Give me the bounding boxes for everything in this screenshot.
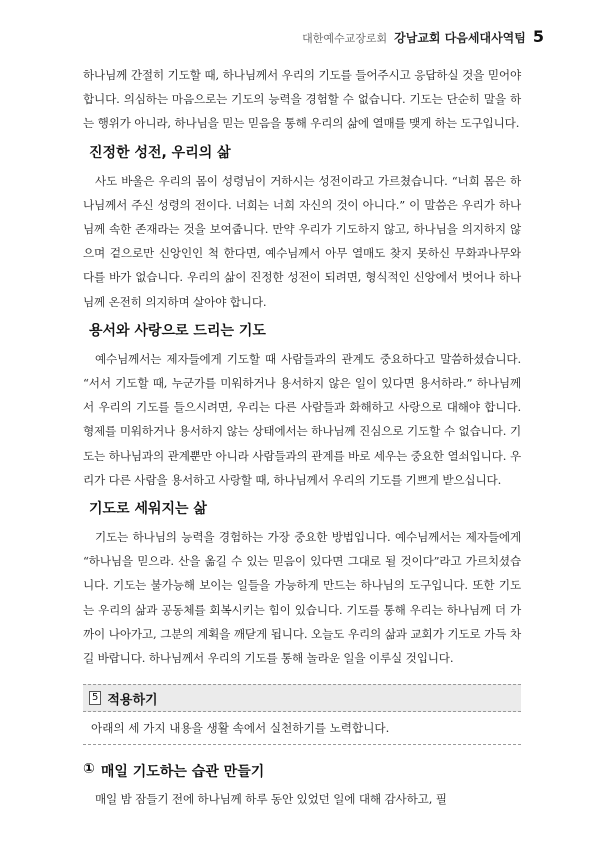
header-dept: 강남교회 다음세대사역팀 xyxy=(394,31,526,45)
section-heading-prayer-life: 기도로 세워지는 삶 xyxy=(89,501,207,518)
item-heading-daily-prayer xyxy=(83,761,521,781)
apply-intro: 아래의 세 가지 내용을 생활 속에서 실천하기를 노력합니다. xyxy=(83,718,521,745)
header-org: 대한예수교장로회 xyxy=(302,32,388,45)
section-heading-forgiveness: 용서와 사랑으로 드리는 기도 xyxy=(89,322,266,339)
apply-section-header xyxy=(83,684,521,712)
page-number: 5 xyxy=(532,27,544,46)
apply-section-title: 적용하기 xyxy=(107,692,158,708)
section-body-forgiveness: 예수님께서는 제자들에게 기도할 때 사람들과의 관계도 중요하다고 말씀하셨습니다. “서서 기도할 때, 누군가를 미워하거나 용서하지 않은 일이 있다면 용서하라.” 하나님께서 우리의 기도를 들으시려면, 우리는 다른 사람들과 화해하고 사랑으로 대해야 합니다. 형제를 미워하거나 용서하지 않는 상태에서는 하나님께 진심으로 기도할 수 없습니다. 기도는 하나님과의 관계뿐만 아니라 사람들과의 관계를 바로 세우는 중요한 열쇠입니다. 우리가 다른 사람을 용서하고 사랑할 때, 하나님께서 우리의 기도를 기쁘게 받으십니다. xyxy=(83,351,521,487)
item-body-daily-prayer: 매일 밤 잠들기 전에 하나님께 하루 동안 있었던 일에 대해 감사하고, 필 xyxy=(95,792,447,807)
page-header xyxy=(302,27,544,46)
apply-section-number: 5 xyxy=(89,691,101,705)
section-heading-temple: 진정한 성전, 우리의 삶 xyxy=(89,144,231,161)
section-body-temple: 사도 바울은 우리의 몸이 성령님이 거하시는 성전이라고 가르쳤습니다. “너희 몸은 하나님께서 주신 성령의 전이다. 너희는 너희 자신의 것이 아니다.” 이 말씀은 우리가 하나님께 속한 존재라는 것을 보여줍니다. 만약 우리가 기도하지 않고, 하나님을 의지하지 않으며 겉으로만 신앙인인 척 한다면, 예수님께서 아무 열매도 찾지 못하신 무화과나무와 다를 바가 없습니다. 우리의 삶이 진정한 성전이 되려면, 형식적인 신앙에서 벗어나 하나님께 온전히 의지하며 살아야 합니다. xyxy=(83,173,521,309)
item-marker: ① xyxy=(83,761,95,778)
page-content xyxy=(83,63,521,811)
item-title: 매일 기도하는 습관 만들기 xyxy=(100,764,265,781)
intro-paragraph: 하나님께 간절히 기도할 때, 하나님께서 우리의 기도를 들어주시고 응답하실 것을 믿어야 합니다. 의심하는 마음으로는 기도의 능력을 경험할 수 없습니다. 기도는 단순히 말을 하는 행위가 아니라, 하나님을 믿는 믿음을 통해 우리의 삶에 열매를 맺게 하는 도구입니다. xyxy=(83,68,521,131)
section-body-prayer-life: 기도는 하나님의 능력을 경험하는 가장 중요한 방법입니다. 예수님께서는 제자들에게 “하나님을 믿으라. 산을 옮길 수 있는 믿음이 있다면 그대로 될 것이다”라고 가르치셨습니다. 기도는 불가능해 보이는 일들을 가능하게 만드는 하나님의 도구입니다. 또한 기도는 우리의 삶과 공동체를 회복시키는 힘이 있습니다. 기도를 통해 우리는 하나님께 더 가까이 나아가고, 그분의 계획을 깨닫게 됩니다. 오늘도 우리의 삶과 교회가 기도로 가득 차길 바랍니다. 하나님께서 우리의 기도를 통해 놀라운 일을 이루실 것입니다. xyxy=(83,530,521,666)
